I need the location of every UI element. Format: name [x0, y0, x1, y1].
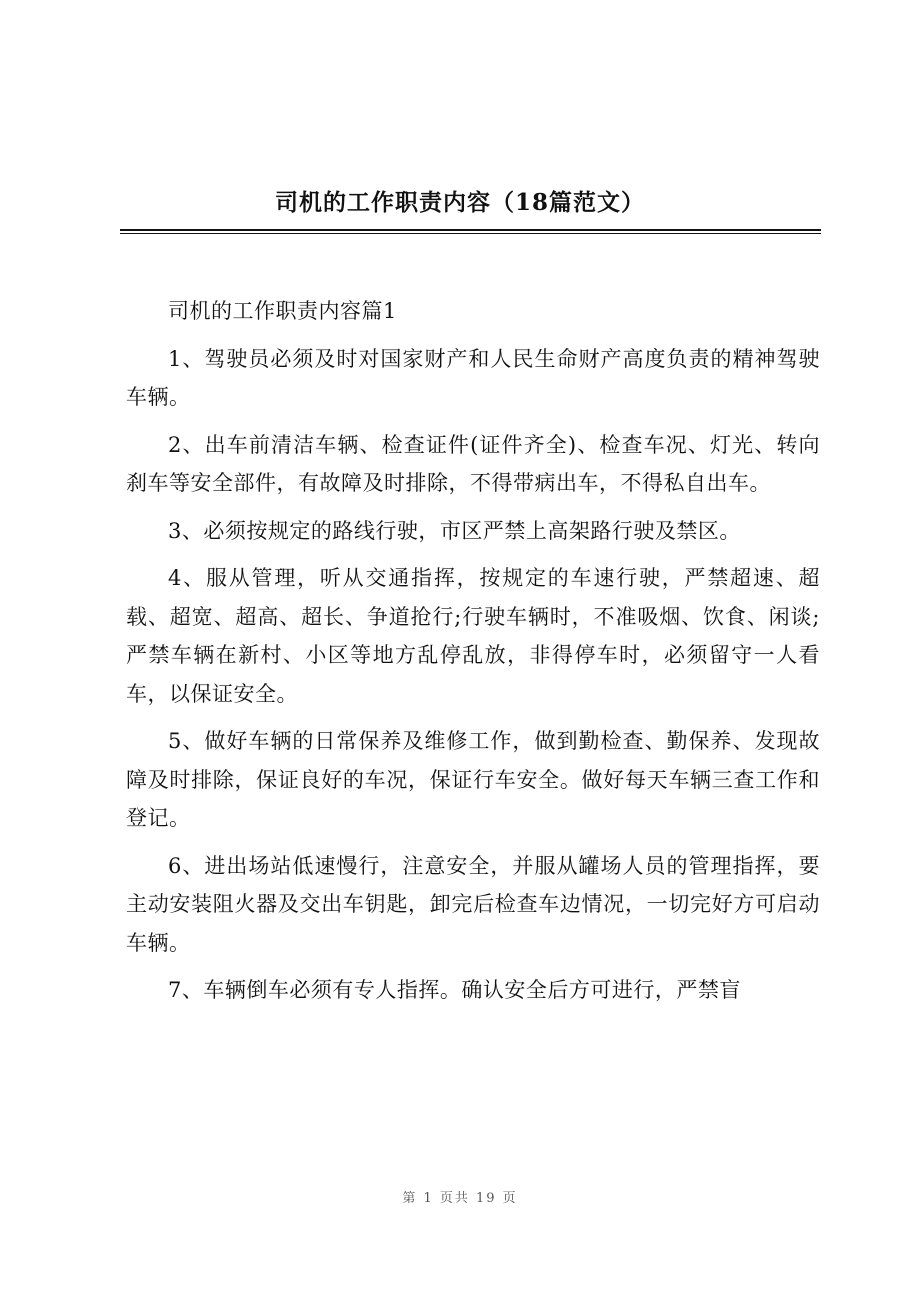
section-heading: 司机的工作职责内容篇1 — [168, 299, 397, 323]
paragraph: 6、进出场站低速慢行，注意安全，并服从罐场人员的管理指挥，要主动安装阻火器及交出车钥匙，卸完后检查车边情况，一切完好方可启动车辆。 — [126, 853, 820, 955]
title-rule-top — [120, 229, 821, 231]
paragraph: 4、服从管理，听从交通指挥，按规定的车速行驶，严禁超速、超载、超宽、超高、超长、争道抢行;行驶车辆时，不准吸烟、饮食、闲谈;严禁车辆在新村、小区等地方乱停乱放，非得停车时，必须留守一人看车，以保证安全。 — [126, 566, 820, 706]
document-body — [126, 292, 820, 1019]
paragraph: 3、必须按规定的路线行驶，市区严禁上高架路行驶及禁区。 — [168, 518, 741, 543]
page-footer: 第 1 页共 19 页 — [402, 1191, 518, 1206]
paragraph: 1、驾驶员必须及时对国家财产和人民生命财产高度负责的精神驾驶车辆。 — [126, 346, 820, 409]
paragraph: 2、出车前清洁车辆、检查证件(证件齐全)、检查车况、灯光、转向刹车等安全部件，有故障及时排除，不得带病出车，不得私自出车。 — [126, 432, 820, 495]
paragraph: 5、做好车辆的日常保养及维修工作，做到勤检查、勤保养、发现故障及时排除，保证良好的车况，保证行车安全。做好每天车辆三查工作和登记。 — [126, 729, 820, 830]
title-rule-bottom — [120, 233, 821, 234]
paragraph: 7、车辆倒车必须有专人指挥。确认安全后方可进行，严禁盲 — [168, 978, 741, 1002]
document-title: 司机的工作职责内容（18篇范文） — [274, 189, 645, 216]
